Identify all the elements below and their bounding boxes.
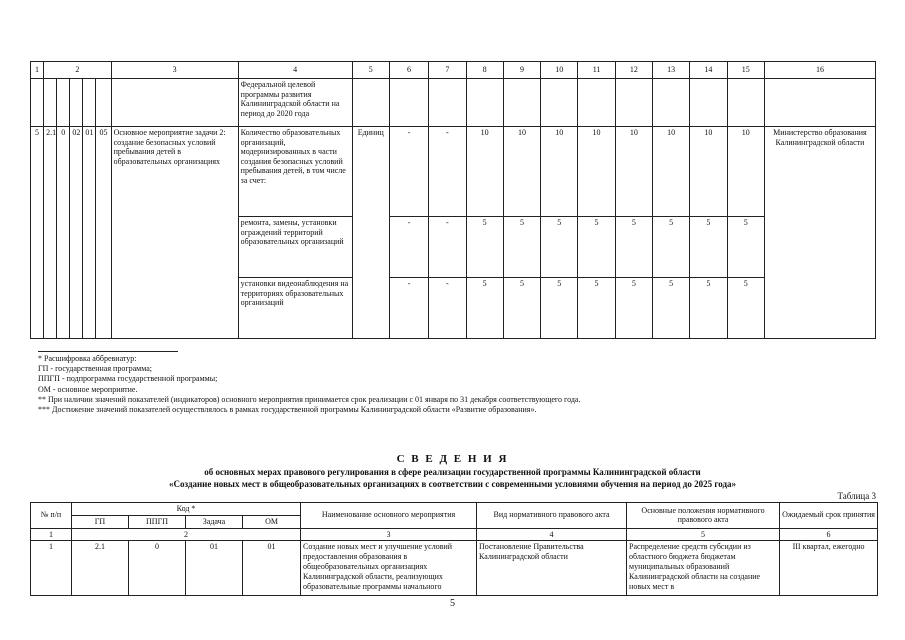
- table2-header-row: [31, 503, 878, 516]
- col-header: 16: [764, 62, 875, 79]
- col-header: Наименование основного мероприятия: [301, 503, 477, 529]
- col-header: 6: [389, 62, 428, 79]
- footnote: *** Достижение значений показателей осуществлялось в рамках государственной программы Калининградской области «Развитие образования».: [38, 405, 537, 415]
- indicator-name: Количество образовательных организаций, модернизированных в части создания безопасных условий пребывания детей, в том числе за счет:: [238, 127, 352, 217]
- footnote: ** При наличии значений показателей (индикаторов) основного мероприятия принимается срок реализации с 01 января по 31 декабря соответствующего года.: [38, 394, 581, 404]
- col-header: Вид нормативного правового акта: [477, 503, 627, 529]
- responsible: Министерство образования Калининградской области: [764, 127, 875, 339]
- indicator-name: установки видеонаблюдения на территориях образовательных организаций: [238, 278, 352, 339]
- col-header: № п/п: [31, 503, 72, 529]
- col-header: Ожидаемый срок принятия: [780, 503, 878, 529]
- footnotes: [38, 354, 580, 415]
- col-header: 11: [578, 62, 615, 79]
- provisions: Распределение средств субсидии из областного бюджета бюджетам муниципальных образований Калининградской области на создание новых мест в: [627, 541, 780, 596]
- footnote: ОМ - основное мероприятие.: [38, 384, 138, 394]
- col-header: 10: [541, 62, 578, 79]
- footnote: * Расшифровка аббревиатур:: [38, 354, 137, 363]
- col-header: ОМ: [243, 515, 301, 528]
- col-header: Задача: [186, 515, 243, 528]
- footnote-divider: [38, 351, 178, 352]
- section-subtitle: об основных мерах правового регулирования в сфере реализации государственной программы Калининградской области: [204, 467, 701, 477]
- table-row: [31, 79, 876, 127]
- col-header: Основные положения нормативного правового акта: [627, 503, 780, 529]
- col-header: 15: [727, 62, 764, 79]
- footnote: ГП - государственная программа;: [38, 364, 152, 374]
- event-name: Основное мероприятие задачи 2: создание безопасных условий пребывания детей в образовательных организациях: [111, 127, 238, 339]
- col-header: 2: [44, 62, 112, 79]
- event-name: Создание новых мест и улучшение условий предоставления образования в общеобразовательных организациях Калининградской области, реализующих образовательные программы начального: [301, 541, 477, 596]
- section-title: С В Е Д Е Н И Я: [396, 453, 509, 465]
- page-number: 5: [450, 598, 455, 609]
- col-header: 13: [652, 62, 689, 79]
- col-header: 4: [238, 62, 352, 79]
- indicator-name: ремонта, замены, установки ограждений территорий образовательных организаций: [238, 217, 352, 278]
- col-header: ППГП: [129, 515, 186, 528]
- col-header: 12: [615, 62, 652, 79]
- col-header: 1: [31, 62, 44, 79]
- table2-colnum-row: 1 2 3 4 5 6: [31, 528, 878, 541]
- expected-term: III квартал, ежегодно: [780, 541, 878, 596]
- act-type: Постановление Правительства Калининградской области: [477, 541, 627, 596]
- table-row: 1 2.1 0 01 01 Создание новых мест и улучшение условий предоставления образования в общеобразовательных организациях Калининградской области, реализующих образовательные программы начального Постановление Правительства Калининградской области Распределение средств субсидии из областного бюджета бюджетам муниципальных образований Калининградской области на создание новых мест в III квартал, ежегодно: [31, 541, 878, 596]
- table-row: установки видеонаблюдения на территориях образовательных организаций - - 5 5 5 5 5 5 5 5: [31, 278, 876, 339]
- table-row: 5 2.1 0 02 01 05 Основное мероприятие задачи 2: создание безопасных условий пребывания детей в образовательных организациях Количество образовательных организаций, модернизированных в части создания безопасных условий пребывания детей, в том числе за счет: Единиц - - 10 10 10 10 10 10 10 10 Министерство образования Калининградской области: [31, 127, 876, 217]
- col-header: ГП: [72, 515, 129, 528]
- table-row: ремонта, замены, установки ограждений территорий образовательных организаций - - 5 5 5 5 5 5 5 5: [31, 217, 876, 278]
- footnote: ППГП - подпрограмма государственной программы;: [38, 374, 218, 384]
- section-subtitle: «Создание новых мест в общеобразовательных организациях в соответствии с современными условиями обучения на период до 2025 года»: [168, 479, 736, 489]
- indicators-table: [30, 61, 876, 339]
- table-label: Таблица 3: [837, 491, 876, 501]
- col-header: 3: [111, 62, 238, 79]
- col-header: 7: [429, 62, 466, 79]
- indicator-desc: Федеральной целевой программы развития Калининградской области на период до 2020 года: [238, 79, 352, 127]
- col-header: 5: [352, 62, 389, 79]
- col-header: 8: [466, 62, 503, 79]
- col-header: 14: [690, 62, 727, 79]
- table1-header-row: [31, 62, 876, 79]
- legal-measures-table: [30, 502, 878, 596]
- col-header: Код *: [72, 503, 301, 516]
- col-header: 9: [503, 62, 540, 79]
- unit: Единиц: [352, 127, 389, 339]
